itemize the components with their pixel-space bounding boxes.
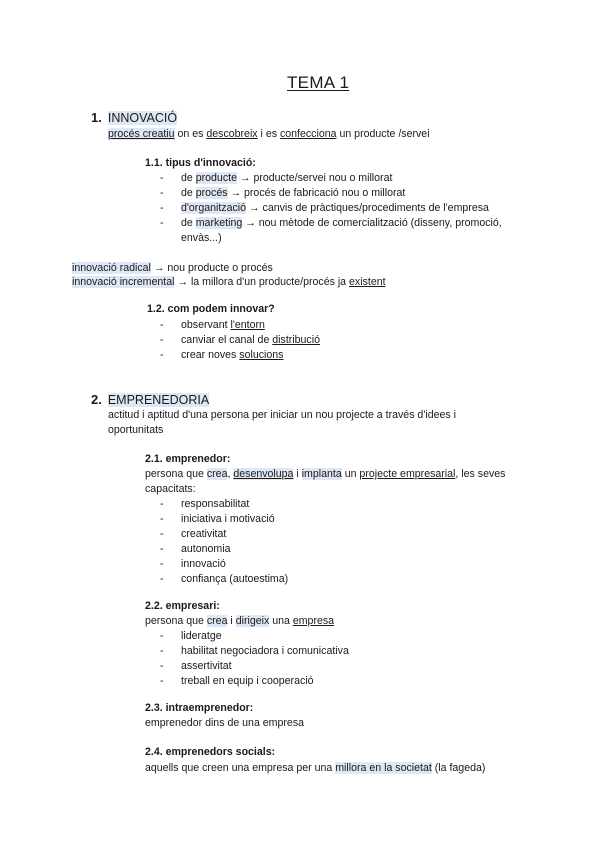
bullet: - <box>160 498 164 510</box>
text: , les seves <box>455 468 506 480</box>
list-item-text: creativitat <box>181 528 227 540</box>
list-item <box>160 542 164 557</box>
capacities-label: capacitats: <box>145 483 196 495</box>
text: → nou mètode de comercialització (disseny, promoció, <box>242 217 502 229</box>
list-item <box>160 629 164 644</box>
text: on es <box>174 128 207 140</box>
bullet: - <box>160 660 164 672</box>
list-item-text: habilitat negociadora i comunicativa <box>181 645 349 657</box>
list-item-text: innovació <box>181 558 226 570</box>
text: crear noves <box>181 349 240 361</box>
list-item <box>160 186 164 201</box>
text: persona que <box>145 615 207 627</box>
list-item <box>160 348 164 363</box>
section-1-heading <box>91 110 177 125</box>
innovation-types-list <box>160 171 540 251</box>
entrepreneur-definition <box>145 467 505 482</box>
list-item-text: confiança (autoestima) <box>181 573 289 585</box>
list-item <box>160 674 164 689</box>
text: aquells que creen una empresa per una <box>145 762 336 774</box>
text: → nou producte o procés <box>150 262 273 274</box>
list-item-text: treball en equip i cooperació <box>181 675 314 687</box>
section-number: 1. <box>91 110 102 125</box>
subsection-2-3-heading: 2.3. intraemprenedor: <box>145 702 254 714</box>
bullet: - <box>160 558 164 570</box>
term-crea: crea <box>206 615 228 627</box>
list-item <box>160 644 164 659</box>
bullet: - <box>160 513 164 525</box>
subsection-2-2-heading: 2.2. empresari: <box>145 600 220 612</box>
how-to-innovate-list <box>160 318 460 364</box>
text: , <box>227 468 234 480</box>
incremental-innovation-line <box>72 275 386 290</box>
text: una <box>269 615 293 627</box>
list-item <box>160 659 164 674</box>
list-item <box>160 557 164 572</box>
list-item <box>160 171 164 186</box>
text: observant <box>181 319 231 331</box>
text: → procés de fabricació nou o millorat <box>227 187 406 199</box>
list-item <box>160 216 164 231</box>
bullet: - <box>160 675 164 687</box>
section-title: INNOVACIÓ <box>107 111 178 125</box>
term: procés <box>195 187 228 199</box>
page-title: TEMA 1 <box>287 73 350 92</box>
term-proces-creatiu: procés creatiu <box>108 128 175 140</box>
term: solucions <box>239 349 284 361</box>
text: de <box>181 217 196 229</box>
term: d'organització <box>181 202 247 214</box>
term-projecte-empresarial: projecte empresarial <box>359 468 456 480</box>
bullet: - <box>160 172 164 184</box>
text: i <box>293 468 302 480</box>
text: → canvis de pràctiques/procediments de l'empresa <box>246 202 489 214</box>
bullet: - <box>160 217 164 229</box>
term-millora-societat: millora en la societat <box>335 762 432 774</box>
section-2-definition-line-2: oportunitats <box>108 424 164 436</box>
list-item <box>160 512 164 527</box>
bullet: - <box>160 187 164 199</box>
list-item-text <box>181 216 502 231</box>
term-empresa: empresa <box>292 615 335 627</box>
section-number: 2. <box>91 392 102 407</box>
text: un <box>341 468 360 480</box>
businessperson-definition <box>145 614 334 629</box>
bullet: - <box>160 349 164 361</box>
social-entrepreneurs-definition <box>145 761 485 776</box>
list-item-continuation: envàs...) <box>181 232 222 244</box>
subsection-1-2-heading: 1.2. com podem innovar? <box>147 303 275 315</box>
bullet: - <box>160 630 164 642</box>
text: i <box>227 615 236 627</box>
text: (la fageda) <box>431 762 486 774</box>
term-dirigeix: dirigeix <box>235 615 270 627</box>
bullet: - <box>160 645 164 657</box>
section-2-definition-line-1: actitud i aptitud d'una persona per iniciar un nou projecte a través d'idees i <box>108 409 456 421</box>
list-item-text: lideratge <box>181 630 222 642</box>
term: innovació incremental <box>72 276 175 288</box>
list-item <box>160 333 164 348</box>
section-1-definition <box>108 127 430 142</box>
entrepreneur-capacities-list <box>160 497 460 589</box>
term: distribució <box>272 334 320 346</box>
subsection-2-1-heading: 2.1. emprenedor: <box>145 453 231 465</box>
text: → la millora d'un producte/procés ja <box>174 276 350 288</box>
term-desenvolupa: desenvolupa <box>233 468 294 480</box>
text: de <box>181 172 196 184</box>
list-item-text <box>181 171 392 186</box>
list-item <box>160 497 164 512</box>
subsection-1-1-heading: 1.1. tipus d'innovació: <box>145 157 256 169</box>
bullet: - <box>160 543 164 555</box>
term-confecciona: confecciona <box>279 128 337 140</box>
bullet: - <box>160 319 164 331</box>
term: producte <box>195 172 237 184</box>
term-crea: crea <box>206 468 228 480</box>
section-title: EMPRENEDORIA <box>107 393 210 407</box>
term-implanta: implanta <box>301 468 342 480</box>
list-item-text <box>181 201 489 216</box>
list-item <box>160 318 164 333</box>
text: canviar el canal de <box>181 334 273 346</box>
text: i es <box>257 128 280 140</box>
intrapreneur-definition: emprenedor dins de una empresa <box>145 717 305 729</box>
section-2-heading <box>91 392 209 407</box>
radical-innovation-line <box>72 261 273 276</box>
text: de <box>181 187 196 199</box>
list-item-text: responsabilitat <box>181 498 250 510</box>
subsection-2-4-heading: 2.4. emprenedors socials: <box>145 746 276 758</box>
list-item <box>160 527 164 542</box>
bullet: - <box>160 334 164 346</box>
list-item-text: autonomia <box>181 543 231 555</box>
term: l'entorn <box>230 319 265 331</box>
text: un producte /servei <box>336 128 430 140</box>
term-descobreix: descobreix <box>206 128 258 140</box>
list-item-text <box>181 318 265 333</box>
list-item-text <box>181 348 283 363</box>
bullet: - <box>160 202 164 214</box>
list-item <box>160 201 164 216</box>
term: innovació radical <box>72 262 151 274</box>
businessperson-skills-list <box>160 629 460 691</box>
list-item-text: assertivitat <box>181 660 232 672</box>
bullet: - <box>160 528 164 540</box>
list-item-text: iniciativa i motivació <box>181 513 275 525</box>
text: → producte/servei nou o millorat <box>236 172 393 184</box>
list-item-text <box>181 186 405 201</box>
term-existent: existent <box>349 276 386 288</box>
bullet: - <box>160 573 164 585</box>
term: marketing <box>195 217 243 229</box>
text: persona que <box>145 468 207 480</box>
list-item <box>160 572 164 587</box>
list-item-text <box>181 333 320 348</box>
